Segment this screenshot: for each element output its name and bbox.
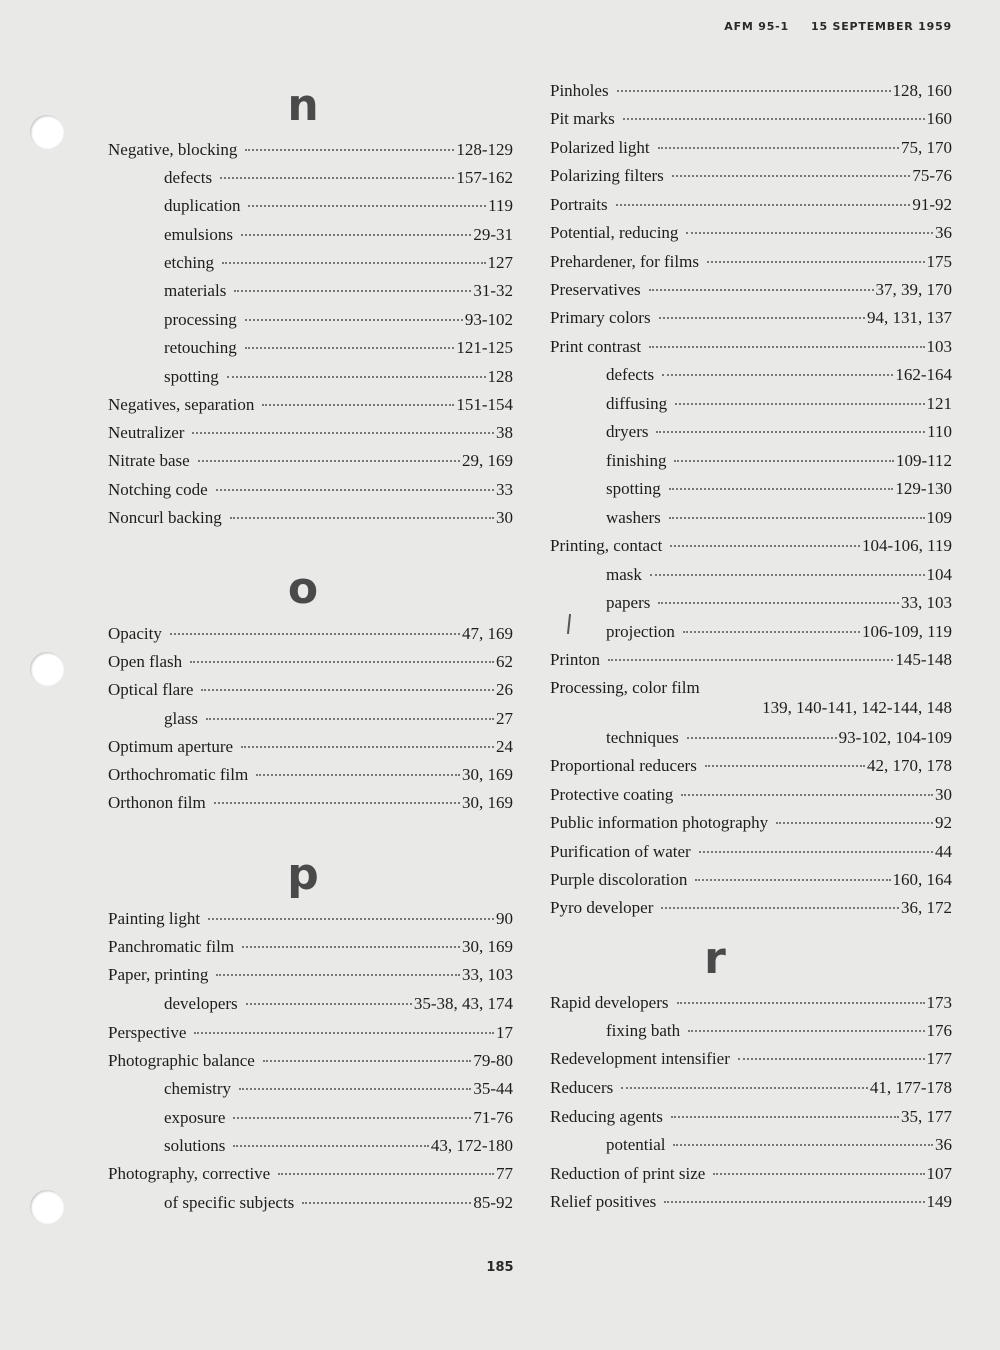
index-entry-term: mask <box>606 565 642 584</box>
dot-leader <box>649 289 874 291</box>
index-entry-term: exposure <box>164 1108 226 1127</box>
dot-leader <box>662 374 893 376</box>
index-entry <box>108 1049 513 1073</box>
index-entry-pages: 17 <box>496 1023 513 1042</box>
binder-hole <box>30 1190 64 1224</box>
index-entry-pages: 145-148 <box>895 650 952 669</box>
dot-leader <box>705 765 865 767</box>
index-entry <box>550 896 952 920</box>
index-entry <box>550 79 952 103</box>
dot-leader <box>672 175 911 177</box>
index-entry-pages: 33, 103 <box>462 965 513 984</box>
index-subentry <box>108 992 513 1016</box>
dot-leader <box>220 177 454 179</box>
index-entry-pages: 29-31 <box>473 225 513 244</box>
index-entry-pages: 162-164 <box>895 365 952 384</box>
index-entry-pages: 35-38, 43, 174 <box>413 994 513 1013</box>
dot-leader <box>256 774 460 776</box>
index-entry-term: Opacity <box>108 624 162 643</box>
index-entry <box>550 648 952 672</box>
index-entry <box>108 935 513 959</box>
dot-leader <box>656 431 925 433</box>
index-entry-pages: 119 <box>488 196 513 215</box>
index-entry-term: Potential, reducing <box>550 223 679 242</box>
index-entry <box>108 449 513 473</box>
index-entry-pages: 173 <box>926 993 952 1012</box>
index-entry-term: retouching <box>164 338 237 357</box>
dot-leader <box>681 794 933 796</box>
dot-leader <box>688 1030 924 1032</box>
dot-leader <box>239 1088 471 1090</box>
index-entry-term: Protective coating <box>550 785 674 804</box>
index-entry-pages: 121 <box>926 394 952 413</box>
index-entry <box>550 783 952 807</box>
index-entry-term: potential <box>606 1135 666 1154</box>
dot-leader <box>671 1116 899 1118</box>
index-subentry <box>550 392 952 416</box>
index-entry-term: Reducers <box>550 1078 614 1097</box>
index-subentry <box>108 1077 513 1101</box>
index-entry-term: Prehardener, for films <box>550 252 699 271</box>
index-entry-pages: 149 <box>926 1192 952 1211</box>
index-entry-pages: 107 <box>926 1164 952 1183</box>
index-entry <box>550 335 952 359</box>
index-entry-term: papers <box>606 593 651 612</box>
index-subentry <box>550 363 952 387</box>
index-entry <box>550 164 952 188</box>
index-entry <box>550 811 952 835</box>
dot-leader <box>658 147 899 149</box>
index-entry-term: Notching code <box>108 480 208 499</box>
index-entry <box>108 506 513 530</box>
index-entry-term: Neutralizer <box>108 423 185 442</box>
index-entry-pages: 106-109, 119 <box>861 622 952 641</box>
index-subentry <box>550 449 952 473</box>
index-subentry <box>550 726 952 750</box>
dot-leader <box>233 1117 471 1119</box>
index-entry-pages: 35, 177 <box>901 1107 952 1126</box>
index-entry-term: Negatives, separation <box>108 395 255 414</box>
index-entry-pages: 42, 170, 178 <box>867 756 952 775</box>
dot-leader <box>738 1058 925 1060</box>
dot-leader <box>650 574 925 576</box>
index-entry <box>108 650 513 674</box>
index-entry <box>550 250 952 274</box>
index-entry-pages: 91-92 <box>912 195 952 214</box>
index-entry <box>108 138 513 162</box>
dot-leader <box>616 204 911 206</box>
dot-leader <box>669 517 925 519</box>
index-entry-pages: 30, 169 <box>462 765 513 784</box>
index-entry-term: Pit marks <box>550 109 615 128</box>
index-entry-term: Open flash <box>108 652 183 671</box>
index-subentry <box>550 506 952 530</box>
index-subentry <box>108 279 513 303</box>
index-entry-term: glass <box>164 709 198 728</box>
index-entry-pages: 177 <box>926 1049 952 1068</box>
index-entry-pages: 30 <box>935 785 952 804</box>
binder-hole <box>30 115 64 149</box>
dot-leader <box>661 907 899 909</box>
index-entry <box>550 1162 952 1186</box>
index-entry <box>550 221 952 245</box>
index-entry-pages: 128 <box>487 367 513 386</box>
dot-leader <box>248 205 486 207</box>
dot-leader <box>214 802 460 804</box>
dot-leader <box>245 347 455 349</box>
dot-leader <box>194 1032 494 1034</box>
index-entry <box>550 136 952 160</box>
index-subentry <box>108 308 513 332</box>
dot-leader <box>230 517 494 519</box>
index-entry-pages: 93-102 <box>464 310 513 329</box>
dot-leader <box>222 262 485 264</box>
index-entry-term: Perspective <box>108 1023 187 1042</box>
index-subentry <box>550 1133 952 1157</box>
dot-leader <box>675 403 924 405</box>
index-entry <box>550 1105 952 1129</box>
dot-leader <box>234 290 471 292</box>
index-entry-term: solutions <box>164 1136 226 1155</box>
index-entry-term: Public information photography <box>550 813 769 832</box>
dot-leader <box>245 319 463 321</box>
dot-leader <box>192 432 494 434</box>
index-entry-pages: 75-76 <box>912 166 952 185</box>
index-entry-pages: 27 <box>496 709 513 728</box>
index-entry-pages: 104-106, 119 <box>861 536 952 555</box>
binder-hole <box>30 652 64 686</box>
index-subentry <box>108 223 513 247</box>
index-entry-pages: 121-125 <box>456 338 513 357</box>
section-letter-p: p <box>287 849 319 900</box>
section-letter-n: n <box>287 80 319 131</box>
index-entry <box>108 1021 513 1045</box>
dot-leader <box>673 1144 933 1146</box>
index-entry <box>108 622 513 646</box>
index-entry-pages: 29, 169 <box>462 451 513 470</box>
dot-leader <box>659 317 865 319</box>
index-entry-pages: 110 <box>927 422 952 441</box>
index-subentry <box>550 1019 952 1043</box>
section-letter-r: r <box>704 933 726 984</box>
index-entry-term: Optical flare <box>108 680 194 699</box>
index-entry <box>550 306 952 330</box>
index-entry-pages: 92 <box>935 813 952 832</box>
index-entry-term: chemistry <box>164 1079 232 1098</box>
index-subentry <box>550 420 952 444</box>
dot-leader <box>623 118 925 120</box>
index-entry-term: Pyro developer <box>550 898 654 917</box>
index-subentry <box>108 707 513 731</box>
dot-leader <box>242 946 460 948</box>
index-entry-pages: 139, 140-141, 142-144, 148 <box>762 698 952 717</box>
running-header <box>724 20 952 33</box>
index-subentry <box>108 365 513 389</box>
index-entry <box>550 107 952 131</box>
index-subentry <box>550 620 952 644</box>
index-entry-pages: 79-80 <box>473 1051 513 1070</box>
index-entry-pages: 43, 172-180 <box>430 1136 513 1155</box>
index-entry-pages: 30, 169 <box>462 937 513 956</box>
dot-leader <box>677 1002 925 1004</box>
index-entry-pages: 24 <box>496 737 513 756</box>
dot-leader <box>216 489 494 491</box>
dot-leader <box>776 822 933 824</box>
index-subentry <box>108 1106 513 1130</box>
index-entry-pages: 31-32 <box>473 281 513 300</box>
index-entry-term: finishing <box>606 451 667 470</box>
index-entry-pages: 85-92 <box>473 1193 513 1212</box>
index-entry-term: Preservatives <box>550 280 641 299</box>
index-entry <box>550 1076 952 1100</box>
index-entry <box>108 478 513 502</box>
index-entry-pages: 38 <box>496 423 513 442</box>
index-entry-term: spotting <box>606 479 661 498</box>
dot-leader <box>241 746 494 748</box>
index-entry <box>550 991 952 1015</box>
index-entry-term: Purple discoloration <box>550 870 688 889</box>
index-entry-pages: 93-102, 104-109 <box>838 728 952 747</box>
index-entry-term: Panchromatic film <box>108 937 235 956</box>
index-entry <box>108 393 513 417</box>
index-entry-term: Negative, blocking <box>108 140 238 159</box>
index-entry-term: of specific subjects <box>164 1193 295 1212</box>
index-entry-pages: 90 <box>496 909 513 928</box>
index-entry-pages: 94, 131, 137 <box>867 308 952 327</box>
index-entry-term: Pinholes <box>550 81 609 100</box>
index-entry-term: diffusing <box>606 394 668 413</box>
dot-leader <box>686 232 933 234</box>
index-entry-pages: 129-130 <box>895 479 952 498</box>
index-entry-pages: 77 <box>496 1164 513 1183</box>
index-subentry <box>108 251 513 275</box>
index-subentry <box>108 336 513 360</box>
dot-leader <box>233 1145 428 1147</box>
index-entry-pages: 33, 103 <box>901 593 952 612</box>
index-entry-term: processing <box>164 310 237 329</box>
index-entry <box>550 278 952 302</box>
dot-leader <box>241 234 471 236</box>
index-entry-pages: 109 <box>926 508 952 527</box>
index-subentry <box>550 563 952 587</box>
dot-leader <box>608 659 893 661</box>
index-entry-pages: 30, 169 <box>462 793 513 812</box>
dot-leader <box>621 1087 868 1089</box>
index-entry-term: Painting light <box>108 909 201 928</box>
index-subentry <box>550 477 952 501</box>
dot-leader <box>707 261 925 263</box>
index-entry-term: Relief positives <box>550 1192 657 1211</box>
dot-leader <box>669 488 894 490</box>
dot-leader <box>687 737 837 739</box>
index-entry-term: techniques <box>606 728 679 747</box>
index-entry-pages: 104 <box>926 565 952 584</box>
dot-leader <box>699 851 933 853</box>
index-entry-term: etching <box>164 253 215 272</box>
index-entry-pages: 160, 164 <box>892 870 952 889</box>
publication-date: 15 SEPTEMBER 1959 <box>810 20 952 33</box>
dot-leader <box>170 633 460 635</box>
index-entry-term: Reduction of print size <box>550 1164 706 1183</box>
index-entry <box>108 735 513 759</box>
index-entry-pages: 160 <box>926 109 952 128</box>
dot-leader <box>190 661 494 663</box>
section-letter-o: o <box>287 563 319 614</box>
dot-leader <box>216 974 460 976</box>
index-entry-term: Redevelopment intensifier <box>550 1049 730 1068</box>
index-entry <box>550 754 952 778</box>
index-subentry <box>550 591 952 615</box>
index-entry-term: Optimum aperture <box>108 737 234 756</box>
index-entry-term: Orthochromatic film <box>108 765 249 784</box>
index-entry-term: Purification of water <box>550 842 691 861</box>
index-entry-term: Printon <box>550 650 601 669</box>
index-entry-pages: 151-154 <box>456 395 513 414</box>
index-entry <box>108 1162 513 1186</box>
index-entry <box>550 1190 952 1214</box>
document-id: AFM 95-1 <box>724 20 789 33</box>
index-entry-term: fixing bath <box>606 1021 681 1040</box>
index-entry-term: emulsions <box>164 225 233 244</box>
index-entry <box>550 1047 952 1071</box>
dot-leader <box>649 346 924 348</box>
dot-leader <box>674 460 894 462</box>
index-subentry <box>108 1191 513 1215</box>
index-entry-term: developers <box>164 994 238 1013</box>
dot-leader <box>227 376 486 378</box>
index-entry-pages: 128, 160 <box>892 81 952 100</box>
index-entry-pages: 35-44 <box>473 1079 513 1098</box>
index-entry-pages: 71-76 <box>473 1108 513 1127</box>
dot-leader <box>695 879 890 881</box>
dot-leader <box>262 404 454 406</box>
index-entry <box>108 907 513 931</box>
dot-leader <box>245 149 454 151</box>
index-entry-pages: 30 <box>496 508 513 527</box>
index-entry-term: Polarizing filters <box>550 166 664 185</box>
index-entry-pages: 36 <box>935 223 952 242</box>
dot-leader <box>278 1173 494 1175</box>
index-entry <box>108 791 513 815</box>
dot-leader <box>670 545 860 547</box>
index-entry-term: Photographic balance <box>108 1051 255 1070</box>
index-entry-term: projection <box>606 622 675 641</box>
index-entry-pages: 75, 170 <box>901 138 952 157</box>
index-entry <box>108 421 513 445</box>
dot-leader <box>664 1201 924 1203</box>
index-subentry <box>108 1134 513 1158</box>
index-entry-pages: 127 <box>487 253 513 272</box>
index-entry-pages: 128-129 <box>456 140 513 159</box>
dot-leader <box>617 90 891 92</box>
index-entry-term: Photography, corrective <box>108 1164 271 1183</box>
index-entry-pages: 175 <box>926 252 952 271</box>
index-entry-pages: 36, 172 <box>901 898 952 917</box>
index-entry-pages: 33 <box>496 480 513 499</box>
index-entry-pages: 176 <box>926 1021 952 1040</box>
index-entry-term: Polarized light <box>550 138 650 157</box>
index-entry-term: Noncurl backing <box>108 508 222 527</box>
index-entry-pages: 103 <box>926 337 952 356</box>
index-entry-pages: 41, 177-178 <box>869 1078 952 1097</box>
dot-leader <box>302 1202 471 1204</box>
index-entry <box>550 534 952 558</box>
dot-leader <box>206 718 494 720</box>
index-entry-term: Portraits <box>550 195 608 214</box>
index-entry <box>550 193 952 217</box>
index-entry-pages: 157-162 <box>456 168 513 187</box>
index-entry-term: duplication <box>164 196 241 215</box>
index-entry-pages: 26 <box>496 680 513 699</box>
index-entry-term: dryers <box>606 422 649 441</box>
index-entry-pages: 36 <box>935 1135 952 1154</box>
dot-leader <box>263 1060 472 1062</box>
index-entry <box>550 868 952 892</box>
dot-leader <box>683 631 860 633</box>
index-entry-term: Nitrate base <box>108 451 190 470</box>
index-entry <box>108 678 513 702</box>
index-entry-term: Printing, contact <box>550 536 663 555</box>
index-entry-term: defects <box>164 168 213 187</box>
dot-leader <box>208 918 494 920</box>
index-entry-term: Proportional reducers <box>550 756 697 775</box>
index-entry-pages: 37, 39, 170 <box>875 280 952 299</box>
index-entry-term: Processing, color film <box>550 678 700 697</box>
index-entry-term: Rapid developers <box>550 993 669 1012</box>
index-entry-term: spotting <box>164 367 219 386</box>
index-entry <box>550 840 952 864</box>
index-entry-pages: 47, 169 <box>462 624 513 643</box>
index-entry <box>108 963 513 987</box>
dot-leader <box>201 689 494 691</box>
index-entry-term: Reducing agents <box>550 1107 663 1126</box>
dot-leader <box>658 602 899 604</box>
index-entry-term: Paper, printing <box>108 965 209 984</box>
index-entry-term: Print contrast <box>550 337 642 356</box>
index-entry-pages: 44 <box>935 842 952 861</box>
index-entry-pages: 109-112 <box>895 451 952 470</box>
index-entry-term: defects <box>606 365 655 384</box>
dot-leader <box>246 1003 412 1005</box>
index-entry-term: materials <box>164 281 227 300</box>
index-entry-term: Primary colors <box>550 308 651 327</box>
page-number: 185 <box>486 1260 514 1275</box>
index-entry-pages: 62 <box>496 652 513 671</box>
index-subentry <box>108 166 513 190</box>
index-entry-term: Orthonon film <box>108 793 206 812</box>
dot-leader <box>198 460 460 462</box>
dot-leader <box>713 1173 924 1175</box>
index-subentry <box>108 194 513 218</box>
index-entry-term: washers <box>606 508 661 527</box>
index-entry <box>108 763 513 787</box>
